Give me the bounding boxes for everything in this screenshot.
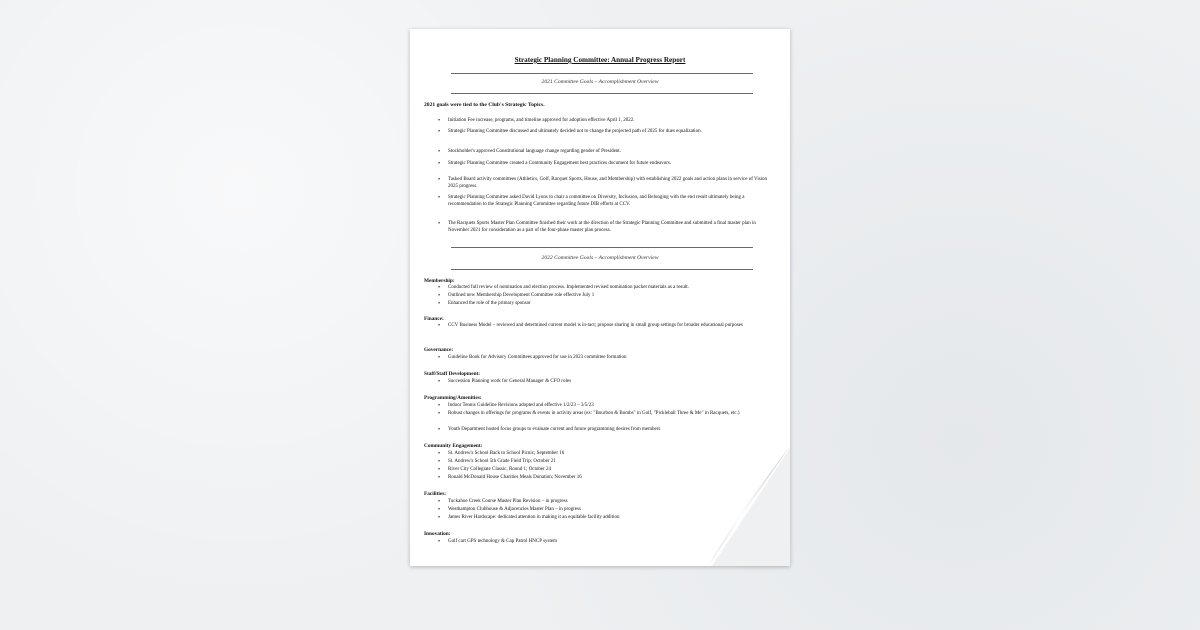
divider-line xyxy=(451,269,753,270)
list-item: • St. Andrew's School 5th Grade Field Trip; October 21 xyxy=(448,459,778,466)
page-curl-shadow xyxy=(712,448,790,566)
group-heading-finance: Finance: xyxy=(424,316,444,322)
section-caption-2022: 2022 Committee Goals – Accomplishment Overview xyxy=(541,255,659,261)
list-item: • Outlined new Membership Development Committee role effective July 1 xyxy=(448,293,778,300)
list-item: • Succession Planning work for General Manager & CFO roles xyxy=(448,379,778,386)
list-item: • James River Hardscape: dedicated attention in making it an equitable facility addition xyxy=(448,515,778,522)
list-item: • Strategic Planning Committee asked David Lyons to chair a committee on Diversity, Inclusion, and Belonging with the end result ultimately being a recommendation to the Strategic Planning Committee regarding future DIB efforts at CCV. xyxy=(448,195,778,209)
divider-line xyxy=(451,73,753,74)
list-item: • CCV Business Model – reviewed and determined current model is in-tact; propose sharing in small group settings for broader educational purposes xyxy=(448,323,778,330)
group-heading-staff: Staff/Staff Development: xyxy=(424,371,481,377)
list-item: • Westhampton Clubhouse & Adjacencies Master Plan – in progress xyxy=(448,507,778,514)
group-heading-programming: Programming/Amenities: xyxy=(424,395,482,401)
divider-line xyxy=(451,93,753,94)
section-caption-2021: 2021 Committee Goals – Accomplishment Overview xyxy=(541,79,659,85)
list-item: • Stockholder's approved Constitutional language change regarding gender of President. xyxy=(448,149,778,156)
list-item: • St. Andrew's School Back to School Picnic; September 16 xyxy=(448,451,778,458)
list-item: • Robust changes in offerings for programs & events in activity areas (ex: "Bourbon & Bombs" in Golf, "Pickleball Three & Me" in Racquets, etc.) xyxy=(448,411,778,418)
group-heading-governance: Governance: xyxy=(424,347,454,353)
group-heading-facilities: Facilities: xyxy=(424,491,447,497)
divider-line xyxy=(451,247,753,248)
group-heading-membership: Membership: xyxy=(424,278,455,284)
document-title: Strategic Planning Committee: Annual Progress Report xyxy=(514,56,686,64)
list-item: • River City Collegiate Classic, Round 1; October 24 xyxy=(448,467,778,474)
list-item: • Youth Department hosted focus groups to evaluate current and future programming desires from members xyxy=(448,427,778,434)
list-item: • Tuckahoe Creek Course Master Plan Revision – in progress xyxy=(448,499,778,506)
section-lead: 2021 goals were tied to the Club's Strategic Topics. xyxy=(424,102,545,108)
list-item: • The Racquets Sports Master Plan Committee finished their work at the direction of the Strategic Planning Committee and submitted a final master plan in November 2021 for consideration as a part of the four-phase master plan process. xyxy=(448,221,778,235)
list-item: • Strategic Planning Committee discussed and ultimately decided not to change the projected path of 2025 for dues equalization. xyxy=(448,129,778,136)
list-item: • Tasked Board activity committees (Athletics, Golf, Racquet Sports, House, and Membership) with establishing 2022 goals and action plans in service of Vision 2025 progress. xyxy=(448,177,778,191)
list-item: • Indoor Tennis Guideline Revisions adopted and effective 1/2/23 – 3/5/23 xyxy=(448,403,778,410)
group-heading-innovation: Innovation: xyxy=(424,531,451,537)
list-item: • Enhanced the role of the primary sponsor xyxy=(448,301,778,308)
document-page xyxy=(410,29,790,566)
list-item: • Conducted full review of nomination and election process. Implemented revised nomination packet materials as a result. xyxy=(448,285,778,292)
list-item: • Strategic Planning Committee created a Community Engagement best practices document for future endeavors. xyxy=(448,161,778,168)
list-item: • Ronald McDonald House Charities Meals Donation; November 16 xyxy=(448,475,778,482)
list-item: • Guideline Book for Advisory Committees approved for use in 2023 committee formation xyxy=(448,355,778,362)
list-item: • Initiation Fee increase, programs, and timeline approved for adoption effective April 1, 2022. xyxy=(448,118,778,125)
group-heading-community: Community Engagement: xyxy=(424,443,483,449)
list-item: • Golf cart GPS technology & Cap Patrol HNCP system xyxy=(448,539,778,546)
